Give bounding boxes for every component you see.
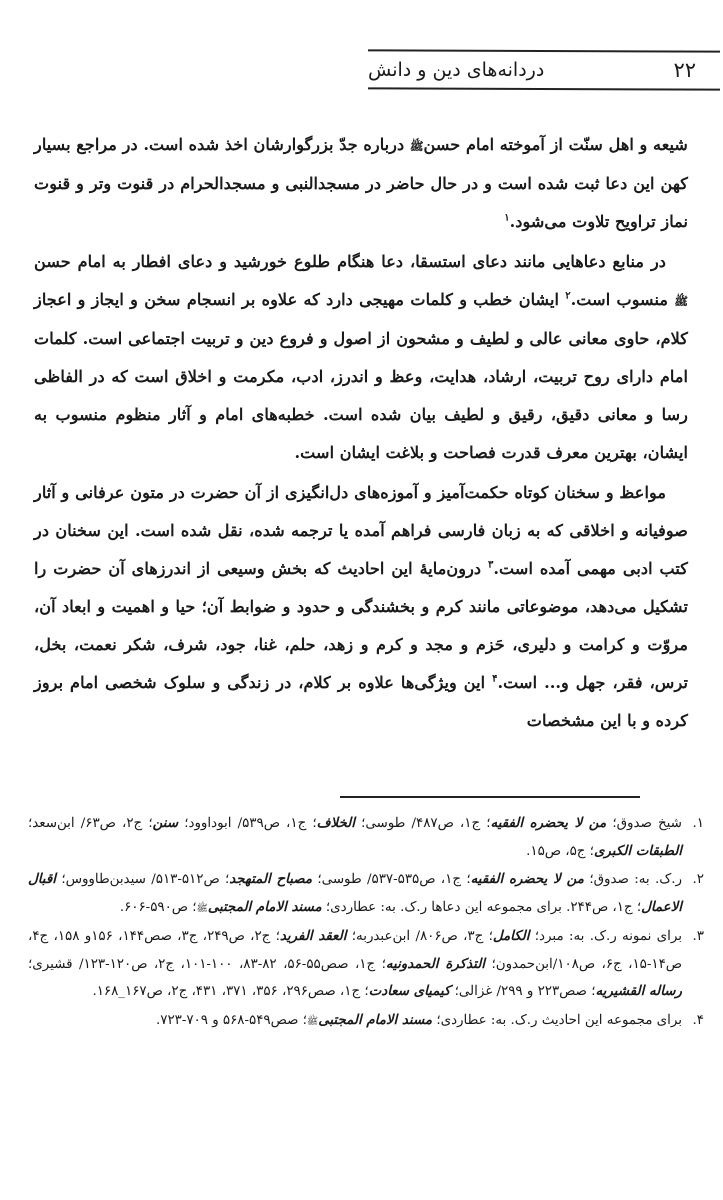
footnote-number: ۲. (692, 872, 704, 887)
text-run: ؛ ص۵۹۰-۶۰۶. (119, 899, 197, 915)
footnote-ref[interactable]: ۲ (565, 290, 571, 302)
text-run: مواعظ و سخنان کوتاه حکمت‌آمیز و آموزه‌های دل‌انگیزی از آن حضرت در متون عرفانی و آثار صوفیانه و اخلاقی که به زبان فارسی فراهم آمده یا ترجمه شده، نقل شده است. این سخنان در کتب ادبی مهمی آمده است. (34, 483, 688, 578)
text-run: این ویژگی‌ها علاوه بر کلام، در زندگی و سلوک شخصی امام بروز کرده و با این مشخصات (34, 673, 688, 730)
text-run: ؛ ج۲، ص۲۴۹، ج۳، صص۱۴۴، ۱۵۶و ۱۵۸، ج۴، ص۱۴-۱۵، ج۶، ص۱۰۸/ابن‌حمدون؛ (28, 929, 682, 972)
book-title: الطبقات الکبری (593, 842, 682, 859)
book-title: سنن (152, 815, 179, 831)
footnote-ref[interactable]: ۴ (492, 673, 498, 685)
text-run: ر.ک. به: صدوق؛ (583, 872, 682, 887)
text-run: ؛ ج۱، ص۴۸۷/ طوسی؛ (354, 816, 491, 831)
footnote (28, 1007, 704, 1036)
body-text (34, 126, 688, 740)
book-title: اقبال الاعمال (28, 871, 682, 915)
text-run: در منابع دعاهایی مانند دعای استسقا، دعا هنگام طلوع خورشید و دعای افطار به امام حسن (34, 252, 666, 271)
text-run: برای مجموعه این احادیث ر.ک. به: عطاردی؛ (432, 1012, 682, 1028)
text-run: شیخ صدوق؛ (606, 816, 682, 831)
honorific-glyph: ﷺ (306, 1015, 319, 1027)
page-number: ۲۲ (673, 58, 696, 82)
text-run: ؛ ج۱، ص۲۴۴. برای مجموعه این دعاها ر.ک. به: عطاردی؛ (321, 899, 642, 915)
honorific-glyph: ﷺ (409, 139, 424, 153)
honorific-glyph: ﷺ (674, 294, 689, 308)
footnote (28, 866, 704, 922)
book-title: مصباح المتهجد (229, 871, 313, 887)
text-run: ؛ ج۱، صص۵۵-۵۶، ۸۲-۸۳، ۱۰۰-۱۰۱، ج۲، ص۱۲۰-۱۲۳/ قشیری؛ (28, 956, 386, 972)
footnote-separator (340, 796, 640, 798)
text-run: ؛ ج۱، ص۵۳۵-۵۳۷/ طوسی؛ (312, 872, 471, 887)
text-run: ؛ ج۵، ص۱۵. (526, 843, 594, 859)
honorific-glyph: ﷺ (196, 902, 208, 914)
book-title: الخلاف (316, 815, 355, 831)
text-run: منسوب است. (570, 290, 675, 309)
text-run: برای نمونه ر.ک. به: مبرد؛ (529, 929, 682, 944)
paragraph (34, 126, 688, 241)
paragraph (34, 474, 688, 740)
book-title: التذکرة الحمدونیه (385, 955, 486, 972)
text-run: ؛ ج۱، ص۵۳۹/ ابوداوود؛ (178, 816, 317, 831)
book-title: من لا یحضره الفقیه (470, 871, 584, 887)
text-run: ؛ ج۳، ص۸۰۶/ ابن‌عبدربه؛ (346, 929, 493, 944)
text-run: درباره جدّ بزرگوارشان اخذ شده است. در مراجع بسیار کهن این دعا ثبت شده است و در حال حاضر در مسجدالنبی و مسجدالحرام در قنوت وتر و قنوت نماز تراویح تلاوت می‌شود. (34, 135, 688, 231)
text-run: ایشان خطب و کلمات مهیجی دارد که علاوه بر انسجام سخن و ایجاز و اعجاز کلام، حاوی معانی عالی و لطیف و مشحون از اصول و فروع دین و تربیت اجتماعی است. کلمات امام دارای روح تربیت، ارشاد، هدایت، وعظ و اندرز، ادب، مکرمت و اخلاق است که در الفاظی رسا و معانی دقیق، رقیق و لطیف بیان شده است. خطبه‌های امام و آثار منظوم منسوب به ایشان، بهترین معرف قدرت فصاحت و بلاغت ایشان است. (34, 290, 688, 462)
text-run: ؛ ج۱، صص۲۹۶، ۳۵۶، ۳۷۱، ۴۳۱، ج۲، ص۱۶۷_۱۶۸. (92, 984, 369, 999)
book-title: العقد الفرید (279, 928, 347, 944)
text-run: ؛ ج۲، ص۶۳/ ابن‌سعد؛ (28, 816, 153, 831)
footnote-ref[interactable]: ۱ (504, 212, 510, 224)
book-title: مسند الامام المجتبی (207, 898, 322, 915)
text-run: شیعه و اهل سنّت از آموخته امام حسن (423, 135, 688, 154)
text-run: ؛ صص۵۴۹-۵۶۸ و ۷۰۹-۷۲۳. (155, 1012, 307, 1028)
running-title: دردانه‌های دین و دانش (368, 59, 545, 81)
book-title: کیمیای سعادت (368, 983, 451, 999)
footnote-ref[interactable]: ۳ (488, 559, 494, 571)
header-top-rule (368, 49, 720, 52)
paragraph (34, 243, 688, 472)
footnote-number: ۳. (692, 929, 704, 944)
footnote (28, 810, 704, 865)
running-header (368, 50, 720, 90)
footnote (28, 923, 704, 1006)
book-title: رساله القشیریه (595, 983, 682, 999)
book-title: الکامل (492, 928, 530, 944)
book-title: مسند الامام المجتبی (318, 1011, 433, 1028)
footnote-number: ۱. (692, 816, 704, 831)
text-run: ؛ ص۵۱۲-۵۱۳/ سیدبن‌طاووس؛ (55, 872, 230, 887)
text-run: ؛ صص۲۲۳ و ۲۹۹/ غزالی؛ (450, 984, 596, 999)
header-bottom-rule (368, 87, 720, 90)
book-title: من لا یحضره الفقیه (490, 815, 607, 831)
footnote-number: ۴. (692, 1012, 704, 1028)
footnotes (28, 810, 704, 1036)
text-run: درون‌مایهٔ این احادیث که بخش وسیعی از اندرزهای آن حضرت را تشکیل می‌دهد، موضوعاتی مانند کرم و بخشندگی و حدود و ضوابط آن؛ حیا و اهمیت و ابعاد آن، مروّت و کرامت و دلیری، حَزم و مجد و کرم و زهد، حلم، غنا، جود، شرف، شکر نعمت، بخل، ترس، فقر، جهل و... است. (34, 559, 688, 692)
